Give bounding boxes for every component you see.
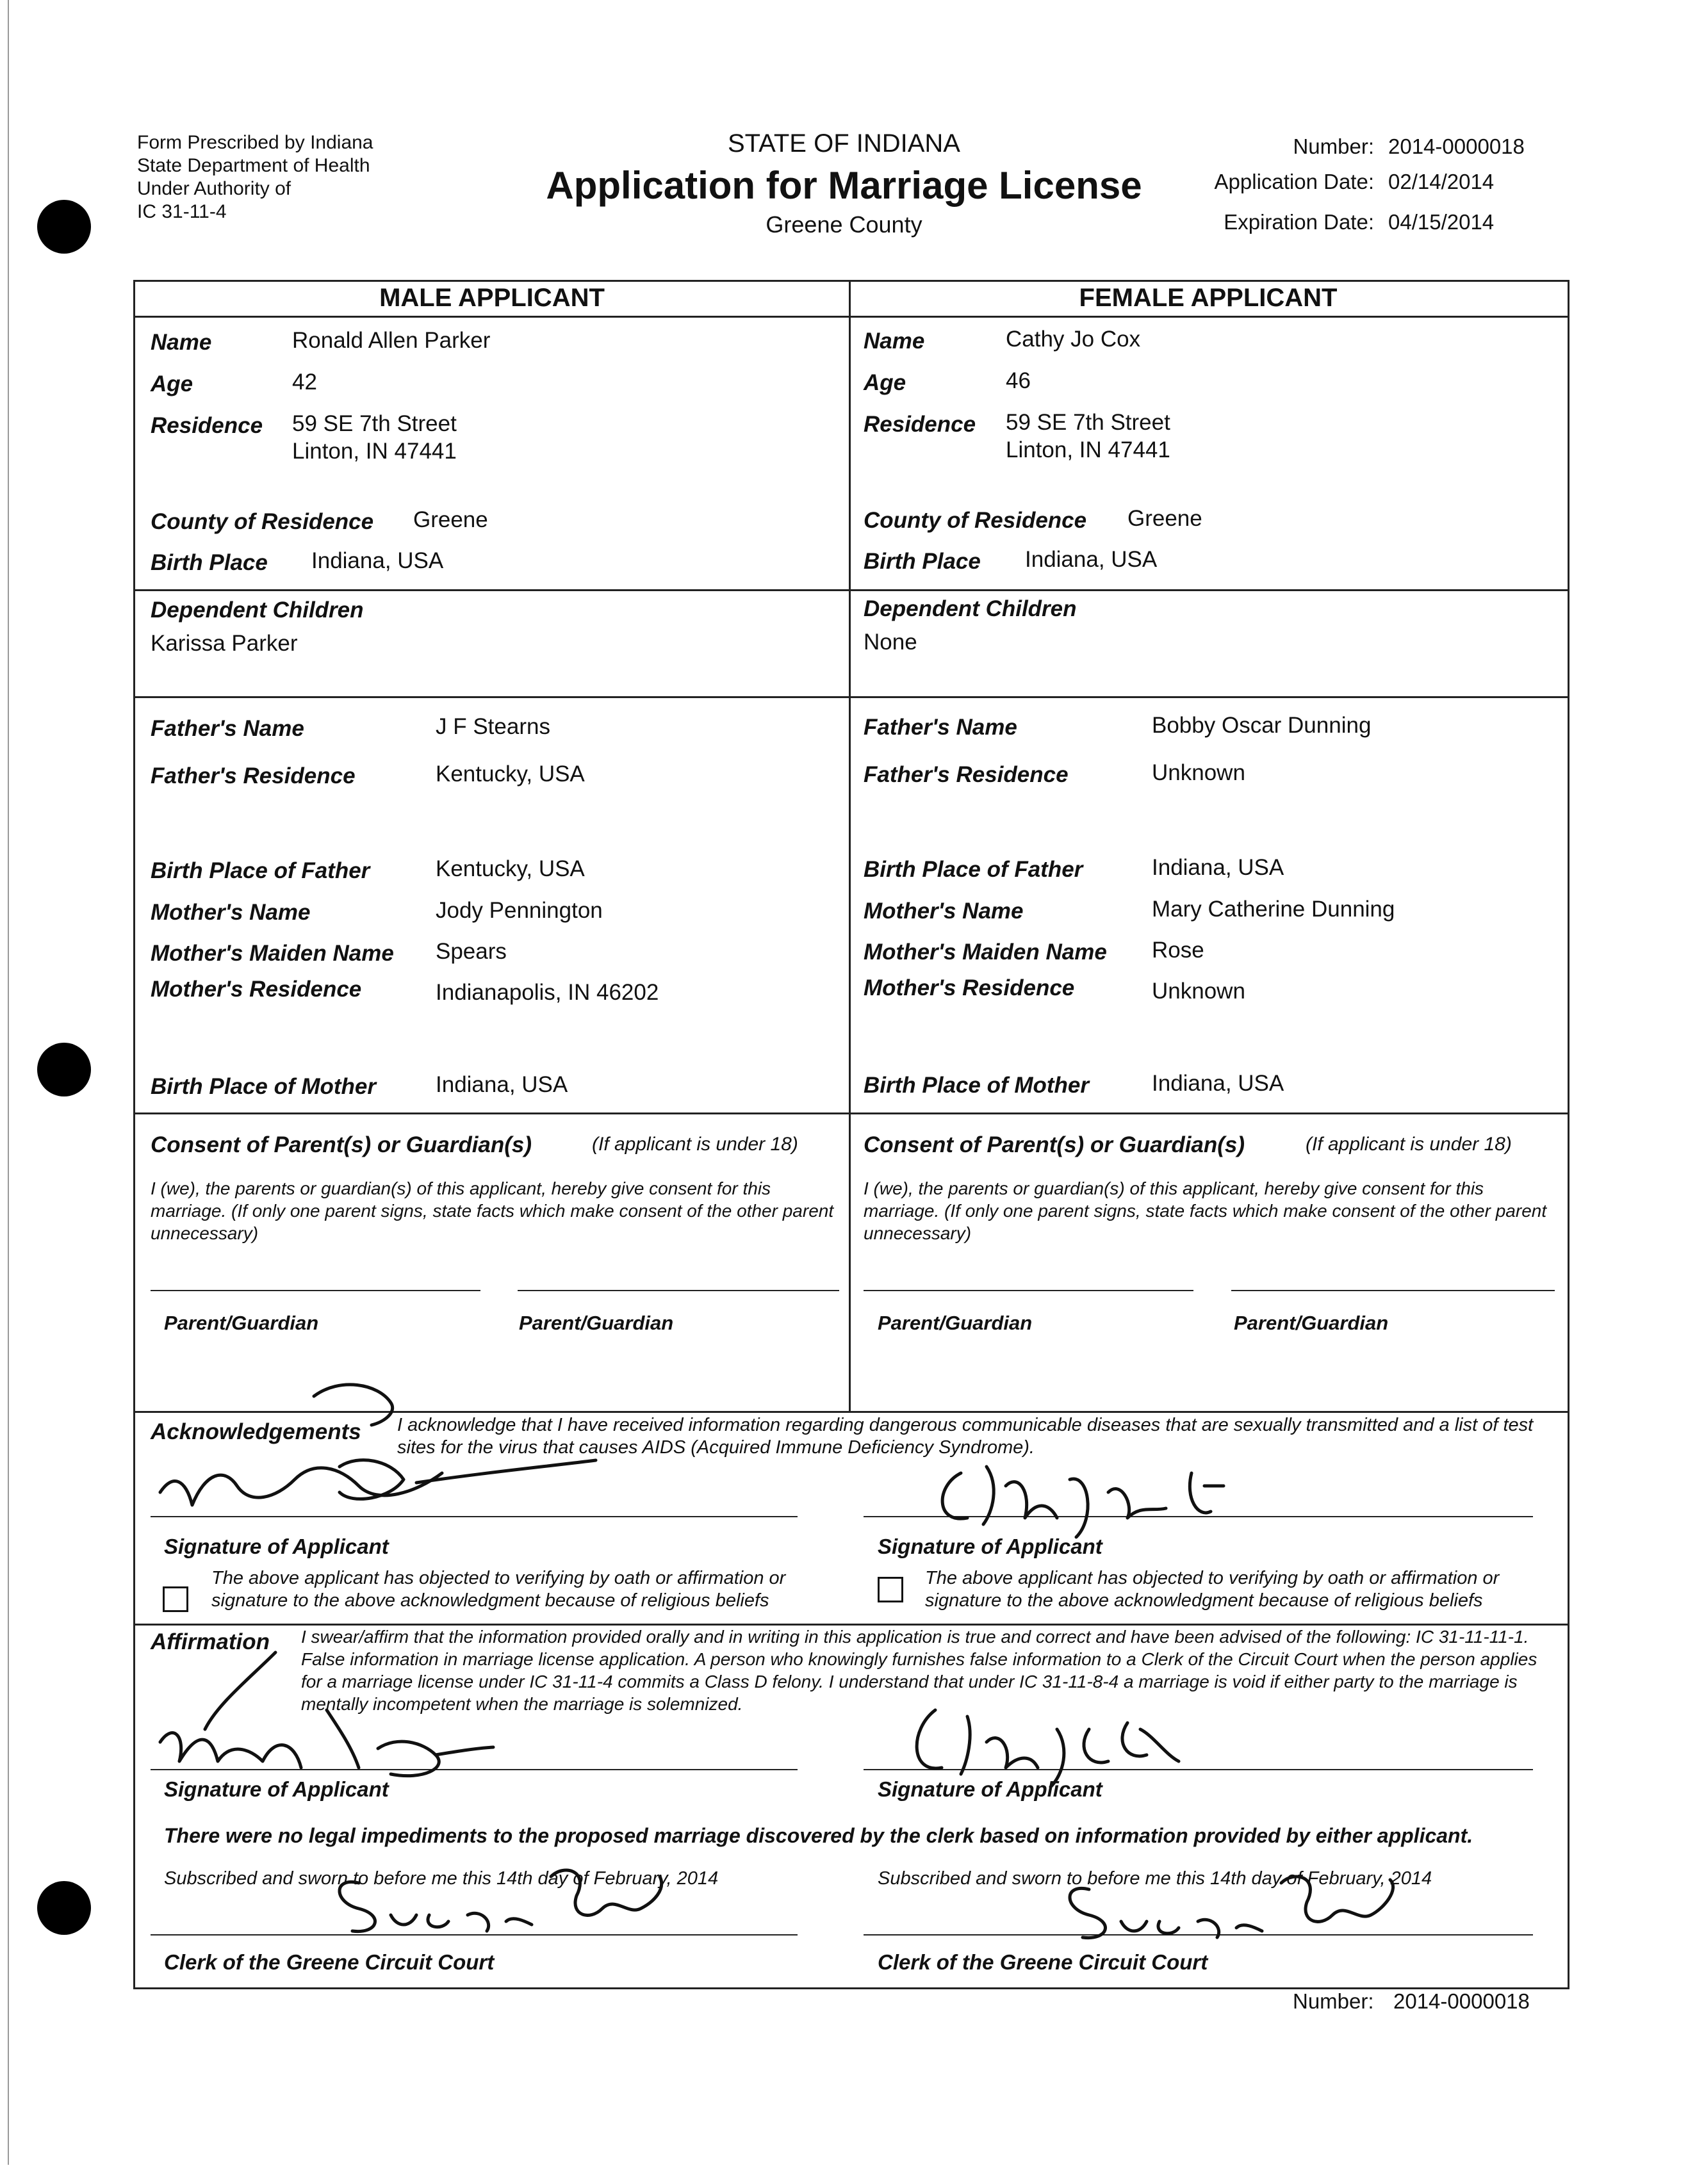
male-parent-guardian-line-1 xyxy=(151,1290,480,1291)
female-ack-signature xyxy=(922,1447,1256,1550)
footer-number: 2014-0000018 xyxy=(1393,1989,1530,2013)
female-age: 46 xyxy=(1006,368,1031,393)
male-mother-birth-place-label: Birth Place of Mother xyxy=(151,1074,376,1099)
female-mother-residence-label: Mother's Residence xyxy=(864,975,1075,1000)
female-aff-signature-label: Signature of Applicant xyxy=(878,1777,1102,1801)
female-mother-name-label: Mother's Name xyxy=(864,899,1024,924)
female-religious-objection-checkbox[interactable] xyxy=(878,1577,903,1602)
male-religious-objection-checkbox[interactable] xyxy=(163,1586,188,1612)
male-dependent-children: Karissa Parker xyxy=(151,631,298,656)
county-heading: Greene County xyxy=(766,211,922,238)
female-subscribed-sworn: Subscribed and sworn to before me this 14th day of February, 2014 xyxy=(878,1868,1432,1889)
female-religious-objection-text: The above applicant has objected to verifying by oath or affirmation or signature to the above acknowledgment because of religious beliefs xyxy=(925,1568,1500,1611)
acknowledgements-text: I acknowledge that I have received information regarding dangerous communicable diseases that are sexually transmitted and a list of test sites for the virus that causes AIDS (Acquired Immune Deficiency Syndrome). xyxy=(397,1415,1534,1458)
female-dependent-children-label: Dependent Children xyxy=(864,596,1077,621)
female-clerk-signature xyxy=(1051,1870,1422,1960)
male-consent-note: (If applicant is under 18) xyxy=(592,1134,798,1155)
female-mother-maiden-label: Mother's Maiden Name xyxy=(864,940,1107,965)
female-county-label: County of Residence xyxy=(864,508,1087,533)
application-date-label: Application Date: xyxy=(1214,170,1374,193)
male-residence-line1: 59 SE 7th Street xyxy=(292,411,457,436)
affirmation-title: Affirmation xyxy=(151,1629,270,1654)
male-name: Ronald Allen Parker xyxy=(292,328,491,353)
male-age: 42 xyxy=(292,370,317,395)
male-father-name: J F Stearns xyxy=(436,714,550,739)
expiration-date-label: Expiration Date: xyxy=(1224,210,1374,234)
female-mother-birth-place: Indiana, USA xyxy=(1152,1071,1284,1096)
female-birth-place: Indiana, USA xyxy=(1025,547,1158,572)
male-consent-title: Consent of Parent(s) or Guardian(s) xyxy=(151,1132,532,1157)
male-residence-line2: Linton, IN 47441 xyxy=(292,439,457,464)
header-number-label: Number: xyxy=(1293,134,1374,158)
female-mother-residence: Unknown xyxy=(1152,979,1245,1004)
male-residence-label: Residence xyxy=(151,413,263,438)
divider-center xyxy=(849,280,851,1413)
male-parent-guardian-label-2: Parent/Guardian xyxy=(519,1312,674,1334)
female-father-name-label: Father's Name xyxy=(864,715,1017,740)
punch-hole-bottom xyxy=(37,1881,91,1935)
male-age-label: Age xyxy=(151,371,193,396)
female-parent-guardian-line-2 xyxy=(1231,1290,1555,1291)
male-mother-residence-label: Mother's Residence xyxy=(151,977,362,1002)
male-mother-residence: Indianapolis, IN 46202 xyxy=(436,980,659,1005)
male-father-residence: Kentucky, USA xyxy=(436,762,585,786)
male-father-residence-label: Father's Residence xyxy=(151,763,356,788)
male-birth-place-label: Birth Place xyxy=(151,550,268,575)
female-consent-title: Consent of Parent(s) or Guardian(s) xyxy=(864,1132,1245,1157)
male-birth-place: Indiana, USA xyxy=(311,548,444,573)
female-father-residence: Unknown xyxy=(1152,760,1245,785)
male-clerk-label: Clerk of the Greene Circuit Court xyxy=(164,1950,495,1974)
state-heading: STATE OF INDIANA xyxy=(728,129,960,158)
male-mother-maiden: Spears xyxy=(436,939,507,964)
male-father-birth-place-label: Birth Place of Father xyxy=(151,858,370,883)
header-number: 2014-0000018 xyxy=(1388,134,1525,158)
female-residence-line1: 59 SE 7th Street xyxy=(1006,410,1170,435)
punch-hole-middle xyxy=(37,1043,91,1096)
female-name: Cathy Jo Cox xyxy=(1006,327,1141,352)
male-parent-guardian-line-2 xyxy=(518,1290,839,1291)
male-dependent-children-label: Dependent Children xyxy=(151,598,364,623)
acknowledgements-title: Acknowledgements xyxy=(151,1419,361,1444)
female-parent-guardian-label-2: Parent/Guardian xyxy=(1234,1312,1389,1334)
female-mother-name: Mary Catherine Dunning xyxy=(1152,897,1395,922)
female-father-birth-place-label: Birth Place of Father xyxy=(864,857,1083,882)
male-consent-text: I (we), the parents or guardian(s) of this applicant, hereby give consent for this marriage. (If only one parent signs, state facts which make consent of the other parent unnecessary) xyxy=(151,1178,834,1243)
male-parent-guardian-label-1: Parent/Guardian xyxy=(164,1312,319,1334)
female-age-label: Age xyxy=(864,370,906,395)
expiration-date: 04/15/2014 xyxy=(1388,210,1495,234)
female-consent-note: (If applicant is under 18) xyxy=(1306,1134,1512,1155)
female-father-name: Bobby Oscar Dunning xyxy=(1152,713,1372,738)
application-date: 02/14/2014 xyxy=(1388,170,1495,193)
male-father-name-label: Father's Name xyxy=(151,716,304,741)
footer-number-label: Number: xyxy=(1293,1989,1374,2013)
female-parent-guardian-line-1 xyxy=(864,1290,1193,1291)
female-parent-guardian-label-1: Parent/Guardian xyxy=(878,1312,1033,1334)
male-mother-name: Jody Pennington xyxy=(436,898,603,923)
male-mother-birth-place: Indiana, USA xyxy=(436,1072,568,1097)
male-clerk-signature xyxy=(320,1851,679,1947)
female-mother-birth-place-label: Birth Place of Mother xyxy=(864,1073,1089,1098)
female-county: Greene xyxy=(1127,506,1202,531)
male-ack-signature xyxy=(147,1377,609,1524)
no-impediments-statement: There were no legal impediments to the proposed marriage discovered by the clerk based on information provided by either applicant. xyxy=(164,1824,1473,1847)
female-dependent-children: None xyxy=(864,630,917,655)
male-mother-maiden-label: Mother's Maiden Name xyxy=(151,941,394,966)
female-aff-signature xyxy=(897,1691,1204,1793)
female-consent-text: I (we), the parents or guardian(s) of this applicant, hereby give consent for this marriage. (If only one parent signs, state facts which make consent of the other parent unnecessary) xyxy=(864,1178,1547,1243)
female-name-label: Name xyxy=(864,329,925,354)
male-ack-signature-label: Signature of Applicant xyxy=(164,1535,389,1558)
male-subscribed-sworn: Subscribed and sworn to before me this 14th day of February, 2014 xyxy=(164,1868,719,1889)
female-applicant-heading: FEMALE APPLICANT xyxy=(1079,284,1338,312)
female-ack-signature-label: Signature of Applicant xyxy=(878,1535,1102,1558)
female-residence-label: Residence xyxy=(864,412,976,437)
female-birth-place-label: Birth Place xyxy=(864,549,981,574)
female-mother-maiden: Rose xyxy=(1152,938,1204,963)
male-religious-objection-text: The above applicant has objected to verifying by oath or affirmation or signature to the above acknowledgment because of religious beliefs xyxy=(211,1568,786,1611)
affirmation-text: I swear/affirm that the information provided orally and in writing in this application is true and correct and have been advised of the following: IC 31-11-11-1. False information in marriage license application. A person who knowingly furnishes false information to a Clerk of the Circuit Court when the person applies for a marriage license under IC 31-11-4 commits a Class D felony. I understand that under IC 31-11-8-4 a marriage is void if either party to the marriage is mentally incompetent when the marriage is solemnized. xyxy=(301,1627,1537,1714)
scan-edge xyxy=(8,0,9,2165)
female-father-residence-label: Father's Residence xyxy=(864,762,1069,787)
male-name-label: Name xyxy=(151,330,212,355)
female-clerk-label: Clerk of the Greene Circuit Court xyxy=(878,1950,1208,1974)
form-prescribed-note: Form Prescribed by Indiana State Department of Health Under Authority of IC 31-11-4 xyxy=(137,132,373,222)
male-applicant-heading: MALE APPLICANT xyxy=(379,284,605,312)
male-aff-signature xyxy=(147,1640,506,1781)
male-county-label: County of Residence xyxy=(151,509,374,534)
male-aff-signature-label: Signature of Applicant xyxy=(164,1777,389,1801)
page-title: Application for Marriage License xyxy=(546,164,1142,207)
male-father-birth-place: Kentucky, USA xyxy=(436,856,585,881)
male-county: Greene xyxy=(413,507,488,532)
female-residence-line2: Linton, IN 47441 xyxy=(1006,437,1170,462)
female-father-birth-place: Indiana, USA xyxy=(1152,855,1284,880)
male-mother-name-label: Mother's Name xyxy=(151,900,311,925)
